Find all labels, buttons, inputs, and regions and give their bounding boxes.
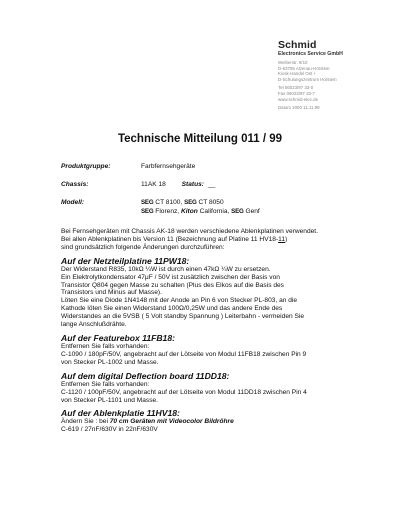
section-line: Kathode löten Sie einen Widerstand 100Ω/0,25W und das andere Ende des xyxy=(61,305,283,313)
section-title-ablenk: Auf der Ablenkplatie 11HV18: xyxy=(61,408,180,419)
address-line: Weiherstr. 9/10 xyxy=(278,60,308,65)
document-title: Technische Mitteilung 011 / 99 xyxy=(117,133,283,145)
contact-line: Fax 06023/97 33-7 xyxy=(278,90,315,96)
status-value: __ xyxy=(207,181,216,188)
section-line: C-1090 / 180pF/50V, angebracht auf der Lötseite von Modul 11FB18 zwischen Pin 9 xyxy=(61,350,307,358)
section-line: von Stecker PL-1002 und Masse. xyxy=(61,358,159,366)
address-line: D-63755 Alzenau-Hörstein xyxy=(278,65,330,71)
date-line: Datum 2000 11.11.99 xyxy=(278,105,320,111)
intro-line: Bei allen Ablenkplatinen bis Version 11 (Bezeichnung auf Platine 11 HV18-11) xyxy=(61,235,288,243)
seg-logo: SEG xyxy=(141,199,154,206)
section-title-netzteil: Auf der Netzteilplatine 11PW18: xyxy=(61,255,190,266)
chassis-value-group xyxy=(141,179,215,190)
status-label: Status: xyxy=(181,181,205,188)
seg-logo: SEG xyxy=(141,208,154,215)
section-line: Entfernen Sie falls vorhanden: xyxy=(61,380,150,388)
section-line: Entfernen Sie falls vorhanden: xyxy=(61,342,150,350)
address-line: Kiosk-Handel Ost + xyxy=(278,71,316,77)
section-line: Der Widerstand R835, 10kΩ ¼W ist durch einen 47kΩ ¼W zu ersetzen. xyxy=(61,265,271,273)
section-line: Löten Sie eine Diode 1N4148 mit der Anode an Pin 6 von Stecker PL-803, an die xyxy=(61,297,298,305)
model-line-2: SEG Florenz, Kiton California, SEG Genf xyxy=(141,208,260,215)
document-body xyxy=(61,228,386,434)
company-address xyxy=(278,60,396,111)
model-line-1: SEG CT 8100, SEG CT 8050 xyxy=(141,199,224,206)
section-line: Ein Elektrolytkondensator 47μF / 50V ist zusätzlich zwischen der Basis von xyxy=(61,273,280,281)
chassis-value: 11AK 18 xyxy=(141,181,166,188)
section-line: Widerstandes an die 5VSB ( 5 Volt standby Spannung ) Leiterbahn - vermeiden Sie xyxy=(61,313,305,321)
section-line: Transistors und Minus auf Masse). xyxy=(61,289,162,297)
product-group-label: Produktgruppe: xyxy=(61,163,111,170)
kiton-brand: Kiton xyxy=(180,208,198,215)
intro-line: Bei Fernsehgeräten mit Chassis AK-18 werden verschiedene Ablenkplatinen verwendet. xyxy=(61,228,318,235)
section-line: von Stecker PL-1101 und Masse. xyxy=(61,396,159,404)
product-group-value: Farbfernsehgeräte xyxy=(141,163,196,170)
letterhead xyxy=(278,40,396,111)
contact-line: www.schmid-elec.de xyxy=(278,96,319,102)
section-line: C-619 / 27nF/630V in 22nF/630V xyxy=(61,426,158,434)
company-logo: Schmid xyxy=(278,39,317,51)
section-line: Transistor Q804 gegen Masse zu schalten (Plus des Elkos auf die Basis des xyxy=(61,281,284,289)
chassis-label: Chassis: xyxy=(61,181,89,188)
section-title-featurebox: Auf der Featurebox 11FB18: xyxy=(61,332,175,343)
section-line: Ändern Sie : bei 70 cm Geräten mit Videocolor Bildröhre xyxy=(61,418,234,426)
model-label: Modell: xyxy=(61,199,85,206)
company-subtitle: Electronics Service GmbH xyxy=(278,51,343,57)
section-line: C-1120 / 100pF/50V, angebracht auf der Lötseite von Modul 11DD18 zwischen Pin 4 xyxy=(61,388,307,396)
intro-line: sind grundsätzlich folgende Änderungen durchzuführen: xyxy=(61,243,225,251)
address-line: D-Schulungszentrum Hörstein xyxy=(278,76,337,82)
seg-logo: SEG xyxy=(184,199,197,206)
seg-logo: SEG xyxy=(231,208,244,215)
contact-line: Tel 06023/97 33-0 xyxy=(278,85,314,91)
section-title-deflection: Auf dem digital Deflection board 11DD18: xyxy=(61,370,230,381)
section-line: lange Anschlußdrähte. xyxy=(61,321,127,329)
